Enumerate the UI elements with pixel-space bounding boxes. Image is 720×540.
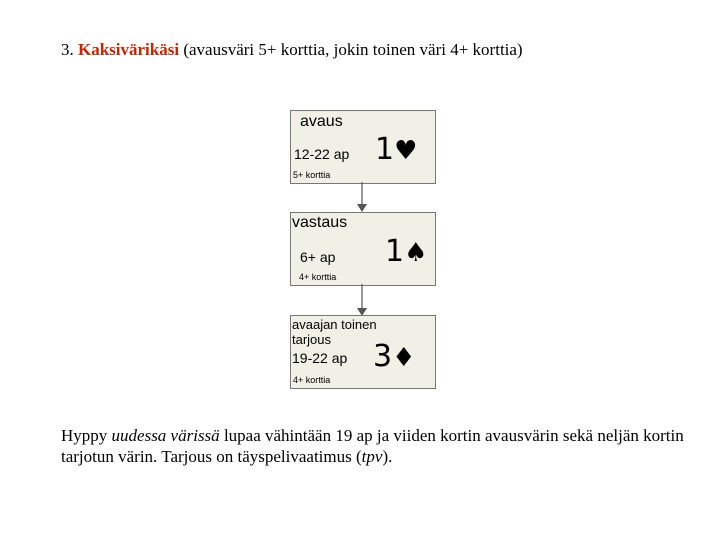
bid-level: 1 — [375, 132, 395, 167]
connector-2 — [352, 284, 372, 316]
diamond-icon: ♦ — [392, 343, 416, 373]
step-header: avaajan toinen tarjous — [292, 317, 377, 347]
step-header: avaus — [300, 113, 343, 130]
step-points: 6+ ap — [300, 249, 336, 265]
step-box-rebid — [290, 315, 436, 389]
bid-level: 1 — [385, 234, 405, 269]
spade-icon: ♠ — [404, 238, 428, 268]
step-points: 12-22 ap — [294, 146, 350, 162]
title-highlight: Kaksivärikäsi — [78, 40, 180, 59]
step-bid — [373, 339, 416, 374]
step-box-opening — [290, 110, 436, 184]
step-cards: 4+ korttia — [293, 375, 331, 385]
step-bid — [375, 132, 418, 167]
step-cards: 5+ korttia — [293, 170, 331, 180]
connector-1 — [352, 182, 372, 212]
step-points: 19-22 ap — [292, 350, 348, 366]
step-bid — [385, 234, 428, 269]
page-title: 3. Kaksivärikäsi (avausväri 5+ korttia, jokin toinen väri 4+ korttia) — [61, 40, 523, 59]
bid-level: 3 — [373, 339, 393, 374]
step-box-response — [290, 212, 436, 286]
step-header: vastaus — [292, 214, 348, 231]
step-cards: 4+ korttia — [299, 272, 337, 282]
heart-icon: ♥ — [394, 136, 418, 166]
explanation-note: Hyppy uudessa värissä lupaa vähintään 19 ap ja viiden kortin avausvärin sekä neljän kortin tarjotun värin. Tarjous on täyspelivaatimus (tpv). — [61, 426, 684, 466]
